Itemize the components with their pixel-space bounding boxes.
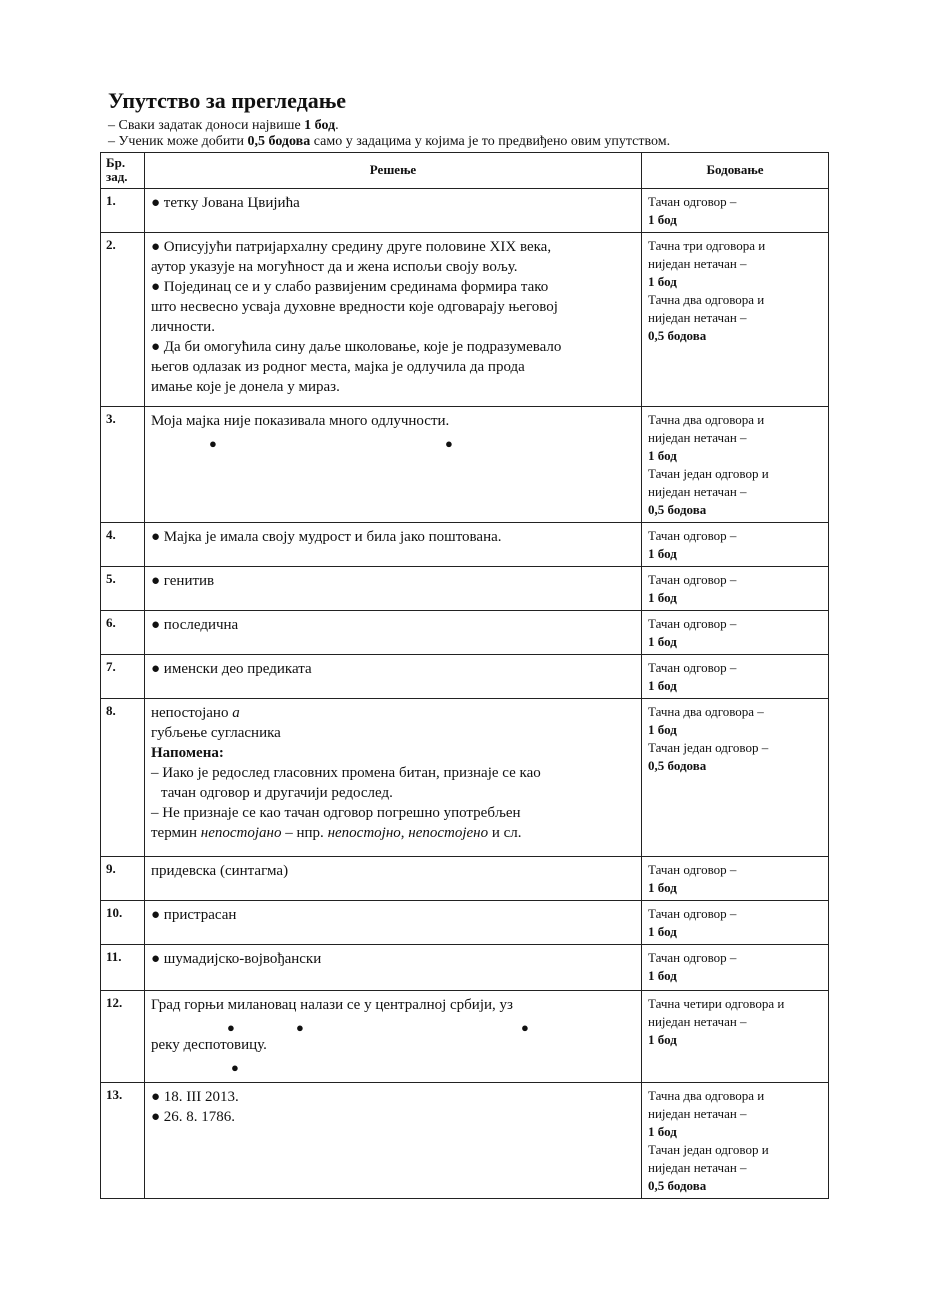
task-solution — [145, 189, 642, 233]
task-solution — [145, 523, 642, 567]
task-solution — [145, 1083, 642, 1199]
table-row — [101, 901, 829, 945]
task-scoring — [642, 523, 829, 567]
bullet-dot: ● — [209, 436, 217, 451]
points-value: 1 бод — [648, 590, 677, 605]
task-scoring — [642, 407, 829, 523]
scoring-condition: Тачан одговор – — [648, 660, 737, 675]
points-value: 1 бод — [648, 1124, 677, 1139]
scoring-condition: ниједан нетачан – — [648, 310, 747, 325]
table-row — [101, 991, 829, 1083]
scoring-condition: Тачан један одговор и — [648, 466, 769, 481]
scoring-condition: Тачна два одговора и — [648, 292, 765, 307]
task-number: 9. — [101, 857, 145, 901]
header-num-line-1: Бр. — [106, 155, 126, 170]
task-number: 5. — [101, 567, 145, 611]
table-row — [101, 857, 829, 901]
bullet-row — [151, 1015, 635, 1035]
scoring-condition: ниједан нетачан – — [648, 1014, 747, 1029]
note-line: – Иако је редослед гласовних промена битан, признаје се као — [151, 765, 541, 781]
table-row — [101, 1083, 829, 1199]
solution-line: аутор указује на могућност да и жена испољи своју вољу. — [151, 259, 518, 275]
header-task-number — [101, 153, 145, 189]
solution-line: личности. — [151, 319, 215, 335]
points-value: 1 бод — [648, 880, 677, 895]
task-number: 12. — [101, 991, 145, 1083]
scoring-condition: Тачан одговор – — [648, 950, 737, 965]
scoring-condition: Тачна четири одговора и — [648, 996, 785, 1011]
scoring-condition: Тачан одговор – — [648, 862, 737, 877]
task-solution — [145, 567, 642, 611]
solution-italic: а — [232, 705, 240, 721]
note-line: тачан одговор и другачији редослед. — [161, 785, 393, 801]
task-scoring — [642, 655, 829, 699]
scoring-condition: Тачан један одговор и — [648, 1142, 769, 1157]
grading-table — [100, 152, 829, 1199]
points-value: 0,5 бодова — [648, 758, 707, 773]
task-solution — [145, 699, 642, 857]
solution-line: Град горњи милановац налази се у централној србији, уз — [151, 997, 513, 1013]
bullet-dot: ● — [521, 1020, 529, 1035]
table-row — [101, 407, 829, 523]
table-row — [101, 189, 829, 233]
note-fragment: и сл. — [488, 825, 522, 841]
task-number: 8. — [101, 699, 145, 857]
points-value: 1 бод — [648, 448, 677, 463]
points-value: 1 бод — [648, 1032, 677, 1047]
solution-line: ● последична — [151, 617, 239, 633]
table-row — [101, 611, 829, 655]
note-label: Напомена: — [151, 745, 224, 761]
page-title: Упутство за прегледање — [108, 88, 347, 113]
task-scoring — [642, 945, 829, 991]
header-solution: Решење — [145, 153, 642, 189]
task-solution — [145, 901, 642, 945]
task-scoring — [642, 567, 829, 611]
task-solution — [145, 857, 642, 901]
task-solution — [145, 655, 642, 699]
task-number: 2. — [101, 233, 145, 407]
task-scoring — [642, 233, 829, 407]
note-fragment: непостојно — [327, 825, 401, 841]
task-solution — [145, 233, 642, 407]
task-scoring — [642, 857, 829, 901]
bullet-row — [151, 1055, 635, 1075]
note-fragment: непостојано — [200, 825, 282, 841]
note-line — [151, 823, 635, 843]
solution-line: ● Описујући патријархалну средину друге половине XIX века, — [151, 239, 552, 255]
solution-line: ● 18. III 2013. — [151, 1089, 239, 1105]
intro-1-bold: 1 бод — [304, 118, 336, 133]
solution-text: непостојано — [151, 705, 233, 721]
header-scoring: Бодовање — [642, 153, 829, 189]
solution-line: губљење сугласника — [151, 725, 281, 741]
task-number: 13. — [101, 1083, 145, 1199]
solution-line: ● теткy Јована Цвијића — [151, 195, 300, 211]
task-scoring — [642, 991, 829, 1083]
table-row — [101, 523, 829, 567]
intro-2-bold: 0,5 бодова — [247, 134, 311, 149]
task-scoring — [642, 1083, 829, 1199]
scoring-condition: Тачан одговор – — [648, 572, 737, 587]
intro-1-end: . — [335, 118, 339, 133]
scoring-condition: ниједан нетачан – — [648, 256, 747, 271]
table-row — [101, 567, 829, 611]
points-value: 1 бод — [648, 968, 677, 983]
scoring-condition: Тачна два одговора – — [648, 704, 764, 719]
scoring-condition: Тачна два одговора и — [648, 1088, 765, 1103]
intro-1-text: – Сваки задатак доноси највише — [108, 118, 305, 133]
points-value: 0,5 бодова — [648, 1178, 707, 1193]
solution-line: ● Појединац се и у слабо развијеним срединама формира тако — [151, 279, 549, 295]
scoring-condition: Тачан одговор – — [648, 616, 737, 631]
solution-line: ● 26. 8. 1786. — [151, 1109, 236, 1125]
solution-line: ● генитив — [151, 573, 215, 589]
task-number: 3. — [101, 407, 145, 523]
points-value: 1 бод — [648, 678, 677, 693]
table-row — [101, 945, 829, 991]
solution-line: придевска (синтагма) — [151, 863, 289, 879]
scoring-condition: Тачан одговор – — [648, 528, 737, 543]
intro-2-text: – Ученик може добити — [108, 134, 248, 149]
note-fragment: непостојено — [408, 825, 489, 841]
bullet-dot: ● — [296, 1020, 304, 1035]
task-number: 10. — [101, 901, 145, 945]
scoring-condition: Тачан одговор – — [648, 906, 737, 921]
note-line: – Не признаје се као тачан одговор погрешно употребљен — [151, 805, 521, 821]
points-value: 1 бод — [648, 546, 677, 561]
solution-line: ● Мајка је имала своју мудрост и била јако поштована. — [151, 529, 502, 545]
table-row — [101, 699, 829, 857]
table-row — [101, 233, 829, 407]
solution-line: Моја мајка није показивала много одлучности. — [151, 413, 450, 429]
bullet-dot: ● — [445, 436, 453, 451]
solution-line: ● именски део предиката — [151, 661, 312, 677]
task-solution — [145, 945, 642, 991]
solution-line: ● Да би омогућила сину даље школовање, које је подразумевало — [151, 339, 562, 355]
points-value: 0,5 бодова — [648, 502, 707, 517]
task-solution — [145, 991, 642, 1083]
bullet-dot: ● — [227, 1020, 235, 1035]
table-header-row — [101, 153, 829, 189]
header-num-line-2: зад. — [106, 169, 128, 184]
scoring-condition: ниједан нетачан – — [648, 430, 747, 445]
task-number: 4. — [101, 523, 145, 567]
task-number: 6. — [101, 611, 145, 655]
task-number: 1. — [101, 189, 145, 233]
table-row — [101, 655, 829, 699]
scoring-condition: Тачан одговор – — [648, 194, 737, 209]
intro-2-end: само у задацима у којима је то предвиђено овим упутством. — [310, 134, 671, 149]
task-scoring — [642, 189, 829, 233]
note-fragment: – нпр. — [281, 825, 328, 841]
points-value: 1 бод — [648, 722, 677, 737]
solution-line: ● пристрасан — [151, 907, 237, 923]
solution-line: његов одлазак из родног места, мајка је одлучила да прода — [151, 359, 525, 375]
solution-line: реку деспотовицу. — [151, 1037, 267, 1053]
bullet-row — [151, 431, 635, 451]
scoring-condition: Тачна два одговора и — [648, 412, 765, 427]
task-number: 11. — [101, 945, 145, 991]
solution-line: што несвесно усваја духовне вредности које одговарају његовој — [151, 299, 558, 315]
scoring-condition: ниједан нетачан – — [648, 1106, 747, 1121]
scoring-condition: Тачан један одговор – — [648, 740, 769, 755]
intro-line-1 — [108, 118, 828, 134]
task-solution — [145, 611, 642, 655]
task-solution — [145, 407, 642, 523]
points-value: 1 бод — [648, 212, 677, 227]
solution-line — [151, 703, 635, 723]
scoring-condition: Тачна три одговора и — [648, 238, 766, 253]
points-value: 1 бод — [648, 634, 677, 649]
document-page — [100, 88, 828, 1199]
note-fragment: термин — [151, 825, 201, 841]
points-value: 1 бод — [648, 274, 677, 289]
task-scoring — [642, 699, 829, 857]
intro-line-2 — [108, 134, 828, 150]
task-scoring — [642, 901, 829, 945]
points-value: 1 бод — [648, 924, 677, 939]
scoring-condition: ниједан нетачан – — [648, 484, 747, 499]
task-scoring — [642, 611, 829, 655]
scoring-condition: ниједан нетачан – — [648, 1160, 747, 1175]
solution-line: ● шумадијско-војвођански — [151, 951, 322, 967]
solution-line: имање које је донела у мираз. — [151, 379, 340, 395]
bullet-dot: ● — [231, 1060, 239, 1075]
task-number: 7. — [101, 655, 145, 699]
note-fragment: , — [400, 825, 409, 841]
points-value: 0,5 бодова — [648, 328, 707, 343]
